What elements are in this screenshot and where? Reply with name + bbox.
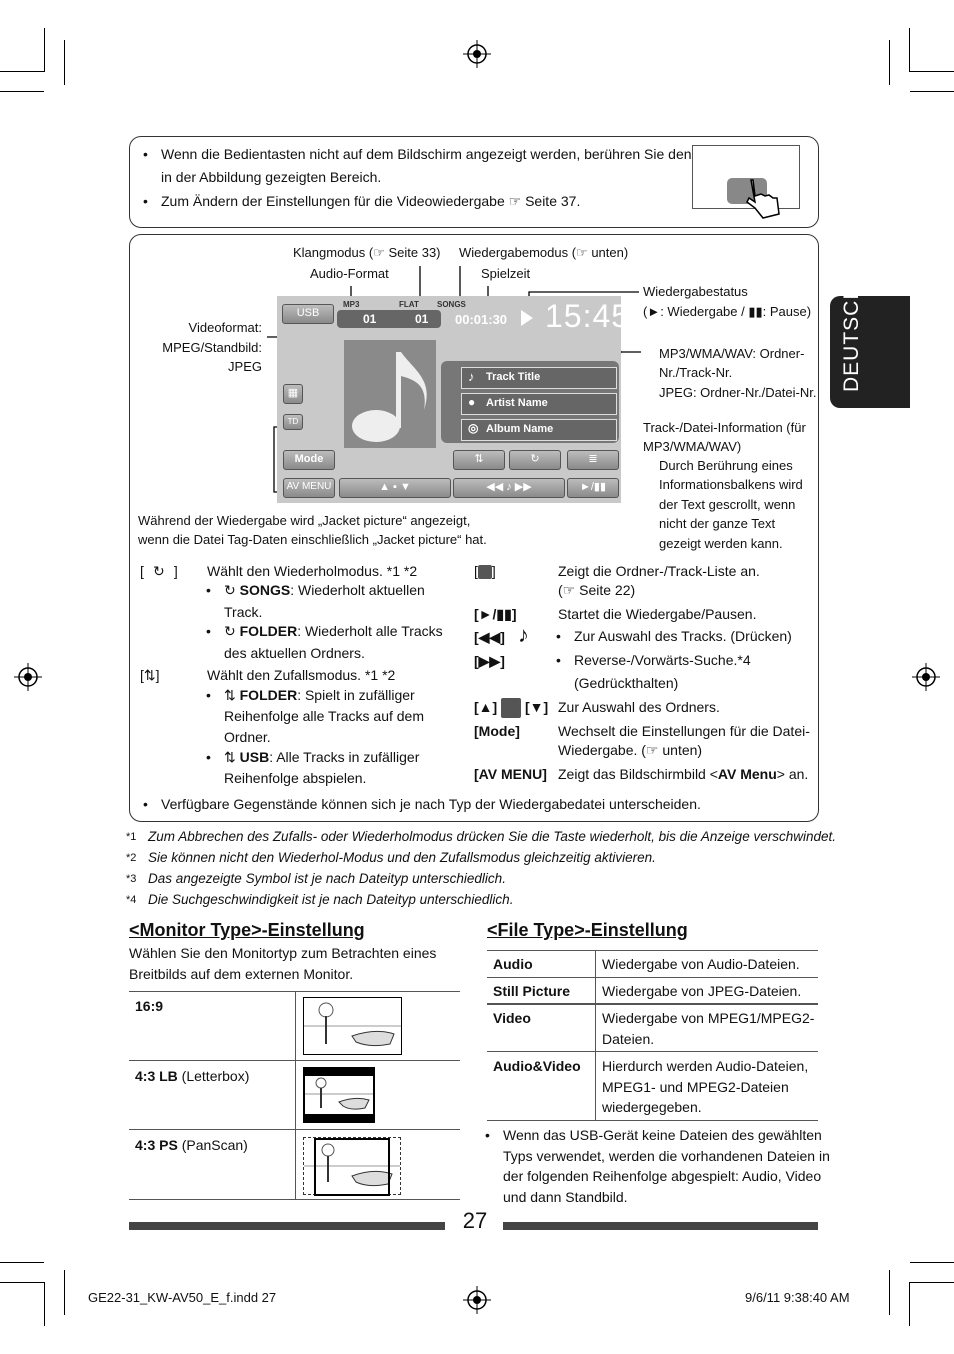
usb-text: : Alle Tracks in zufälliger (269, 749, 420, 765)
equalizer-icon[interactable]: ▦ (283, 384, 303, 404)
crop-mark (0, 91, 44, 92)
table-rule (487, 950, 818, 951)
mode-key: [Mode] (474, 723, 520, 739)
callout-spielzeit: Spielzeit (481, 266, 531, 281)
callout-mp3: MP3/WMA/WAV: Ordner- (659, 346, 805, 361)
track-skip-buttons[interactable]: ◀◀ ♪ ▶▶ (453, 478, 565, 498)
crop-mark (910, 71, 954, 72)
table-rule (487, 1120, 818, 1121)
repeat-key-icon: [ ↻ ] (140, 563, 178, 579)
crop-mark (909, 28, 910, 72)
callout-klangmodus: Klangmodus (☞ Seite 33) (293, 245, 441, 260)
footnote: Zum Abbrechen des Zufalls- oder Wiederholmodus drücken Sie die Taste wiederholt, bis die Anzeige verschwindet. (148, 829, 836, 844)
random-folder (224, 684, 415, 706)
registration-mark-icon (463, 40, 491, 68)
callout-mp3: Nr./Track-Nr. (659, 365, 733, 380)
registration-mark-icon (463, 1286, 491, 1314)
footer-file: GE22-31_KW-AV50_E_f.indd 27 (88, 1290, 277, 1305)
crop-mark (64, 40, 65, 85)
registration-mark-icon (912, 663, 940, 691)
folder-text: : Wiederholt alle Tracks (297, 623, 443, 639)
av-menu-label: AV MENU (286, 481, 332, 492)
filetype-key: Audio (493, 956, 533, 972)
widescreen-illustration (303, 997, 402, 1055)
album-name: Album Name (486, 423, 554, 435)
callout-videoformat: Videoformat: (188, 320, 262, 335)
repeat-desc: Wählt den Wiederholmodus. *1 *2 (207, 563, 418, 579)
callout-jpeg: JPEG: Ordner-Nr./Datei-Nr. (659, 385, 817, 400)
monitor-option-name: 4:3 LB (135, 1068, 178, 1084)
callout-touch: der Text gescrollt, wenn (659, 497, 796, 512)
list-desc: Zeigt die Ordner-/Track-Liste an. (558, 563, 760, 579)
monitor-heading: <Monitor Type>-Einstellung (129, 920, 365, 940)
table-divider (595, 950, 596, 1120)
table-rule (487, 1051, 818, 1052)
avmenu-key-label: AV MENU (478, 766, 543, 782)
list-button[interactable]: ≣ (567, 450, 619, 470)
avmenu-desc-bold: AV Menu (717, 766, 777, 782)
crop-mark (889, 40, 890, 85)
monitor-option (135, 1066, 249, 1086)
folder-text-cont: des aktuellen Ordners. (224, 645, 365, 661)
monitor-intro: Wählen Sie den Monitortyp zum Betrachten eines (129, 945, 437, 961)
info-bullet: • Zum Ändern der Einstellungen für die Videowiedergabe ☞ Seite 37. (161, 190, 580, 212)
callout-jacket: wenn die Datei Tag-Daten einschließlich „Jacket picture“ hat. (138, 532, 487, 547)
mode-label: Mode (294, 453, 324, 465)
random-desc: Wählt den Zufallsmodus. *1 *2 (207, 667, 396, 683)
language-tab-label: DEUTSCH (840, 283, 863, 392)
table-divider (295, 991, 296, 1199)
crop-mark (910, 91, 954, 92)
registration-mark-icon (14, 663, 42, 691)
callout-touch: Informationsbalkens wird (659, 477, 803, 492)
repeat-icon: ↻ (224, 582, 240, 598)
callout-touch: Durch Berührung eines (659, 458, 793, 473)
jacket-picture (344, 340, 436, 448)
folder-number: 01 (363, 312, 377, 326)
disc-icon: ◎ (468, 421, 479, 435)
av-menu-button[interactable] (283, 478, 335, 498)
play-status-icon (519, 308, 535, 328)
filetype-desc: MPEG1- und MPEG2-Dateien (602, 1079, 789, 1095)
mode-desc: Wiedergabe. (☞ unten) (558, 742, 703, 758)
page-number: 27 (462, 1208, 488, 1233)
callout-videoformat: JPEG (228, 359, 262, 374)
repeat-songs (224, 579, 425, 601)
callout-wiedergabemodus: Wiedergabemodus (☞ unten) (459, 245, 629, 260)
music-note-icon: ♪ (518, 622, 529, 647)
callout-touch: nicht der ganze Text (659, 516, 776, 531)
repeat-folder (224, 620, 443, 642)
panscan-illustration (303, 1137, 401, 1195)
prev-desc: • Zur Auswahl des Tracks. (Drücken) (574, 625, 792, 647)
callout-status-detail: (►: Wiedergabe / ▮▮: Pause) (643, 304, 812, 319)
usb-label: USB (296, 307, 320, 319)
page-bar-left (129, 1222, 445, 1230)
usb-label: USB (239, 749, 270, 765)
callout-jacket: Während der Wiedergabe wird „Jacket picture“ angezeigt, (138, 513, 471, 528)
rfolder-text-cont: Ordner. (224, 729, 271, 745)
td-label: TD (287, 417, 299, 426)
track-title: Track Title (486, 371, 541, 383)
filetype-desc: wiedergegeben. (602, 1099, 702, 1115)
play-pause-button[interactable]: ►/▮▮ (567, 478, 619, 498)
crop-mark (0, 1262, 44, 1263)
music-note-icon (344, 340, 436, 448)
filetype-desc: Wiedergabe von Audio-Dateien. (602, 956, 800, 972)
mode-desc: Wechselt die Einstellungen für die Datei- (558, 723, 810, 739)
mode-key-label: Mode (478, 723, 516, 739)
play-mode-badge: SONGS (437, 300, 466, 309)
crop-mark (44, 28, 45, 72)
footnote: Die Suchgeschwindigkeit ist je nach Dateityp unterschiedlich. (148, 892, 514, 907)
callout-status: Wiedergabestatus (643, 284, 748, 299)
rfolder-text-cont: Reihenfolge alle Tracks auf dem (224, 708, 424, 724)
updown-key (474, 697, 548, 718)
monitor-option-detail: (Letterbox) (177, 1068, 250, 1084)
crop-mark (64, 1270, 65, 1315)
monitor-option (135, 1135, 248, 1155)
monitor-option-detail: (PanScan) (177, 1137, 248, 1153)
filetype-key: Video (493, 1010, 531, 1026)
folder-nav-buttons[interactable]: ▲ ▪ ▼ (339, 478, 451, 498)
info-bullet-cont: in der Abbildung gezeigten Bereich. (161, 169, 382, 185)
folder-icon (501, 698, 521, 718)
up-key: [▲] (474, 699, 498, 715)
callout-track-info: Track-/Datei-Information (für (643, 420, 806, 435)
filetype-key: Audio&Video (493, 1058, 581, 1074)
monitor-option (135, 996, 163, 1016)
list-desc: (☞ Seite 22) (558, 582, 636, 598)
random-icon: ⇅ (224, 749, 240, 765)
note-icon: ♪ (468, 369, 475, 384)
footnote-mark: *4 (126, 894, 137, 906)
crop-mark (889, 1270, 890, 1315)
availability-note: • Verfügbare Gegenstände können sich je nach Typ der Wiedergabedatei unterscheiden. (161, 793, 701, 815)
footnote: Sie können nicht den Wiederhol-Modus und den Zufallsmodus gleichzeitig aktivieren. (148, 850, 656, 865)
hand-pointer-icon (743, 176, 793, 221)
usb-text-cont: Reihenfolge abspielen. (224, 770, 367, 786)
list-key-icon: [ ] (474, 563, 496, 579)
avmenu-desc (558, 764, 808, 784)
table-rule (487, 1003, 818, 1005)
monitor-option-name: 4:3 PS (135, 1137, 178, 1153)
filetype-key: Still Picture (493, 983, 571, 999)
updown-desc: Zur Auswahl des Ordners. (558, 699, 720, 715)
footer-date: 9/6/11 9:38:40 AM (745, 1290, 850, 1305)
device-screen (277, 296, 631, 503)
filetype-desc: Dateien. (602, 1031, 655, 1047)
track-number: 01 (415, 312, 429, 326)
monitor-intro: Breitbilds auf dem externen Monitor. (129, 966, 354, 982)
track-title-bar[interactable] (461, 367, 617, 389)
random-key-icon: [⇅] (140, 667, 160, 683)
crop-mark (0, 71, 44, 72)
elapsed-time: 00:01:30 (455, 312, 508, 327)
footnote-mark: *3 (126, 873, 137, 885)
crop-mark (910, 1282, 954, 1283)
next-desc: • Reverse-/Vorwärts-Suche.*4 (574, 649, 751, 671)
avmenu-desc-pre: Zeigt das Bildschirmbild < (558, 766, 718, 782)
language-tab (830, 283, 910, 408)
next-key: [▶▶] (474, 653, 505, 669)
track-info-panel (441, 361, 619, 443)
footnote-mark: *1 (126, 831, 137, 843)
page-bar-right (503, 1222, 818, 1230)
table-rule (129, 1199, 460, 1200)
usb-source-button[interactable] (282, 304, 334, 324)
filetype-desc: Wiedergabe von MPEG1/MPEG2- (602, 1010, 815, 1026)
callout-touch: gezeigt werden kann. (659, 536, 783, 551)
random-usb (224, 746, 419, 768)
album-name-bar[interactable] (461, 419, 617, 441)
footnote-mark: *2 (126, 852, 137, 864)
artist-name-bar[interactable] (461, 393, 617, 415)
table-rule (487, 977, 818, 978)
filetype-desc: Wiedergabe von JPEG-Dateien. (602, 983, 802, 999)
monitor-option-name: 16:9 (135, 998, 164, 1014)
callout-track-info: MP3/WMA/WAV) (643, 439, 742, 454)
footnote: Das angezeigte Symbol ist je nach Dateityp unterschiedlich. (148, 871, 506, 886)
next-desc-cont: (Gedrückthalten) (574, 675, 679, 691)
crop-mark (909, 1282, 910, 1326)
filetype-heading: <File Type>-Einstellung (487, 920, 688, 940)
songs-label: SONGS (239, 582, 291, 598)
avmenu-desc-post: > an. (776, 766, 809, 782)
filetype-note: der folgenden Reihenfolge abgespielt: Audio, Video (503, 1168, 822, 1184)
repeat-icon: ↻ (224, 623, 240, 639)
callout-audio-format: Audio-Format (310, 266, 389, 281)
avmenu-key: [AV MENU] (474, 766, 547, 782)
rfolder-text: : Spielt in zufälliger (297, 687, 415, 703)
folder-track-display (337, 310, 441, 328)
filetype-note: und dann Standbild. (503, 1189, 628, 1205)
crop-mark (44, 1282, 45, 1326)
folder-label: FOLDER (239, 623, 298, 639)
crop-mark (0, 1282, 44, 1283)
filetype-note: Typs verwendet, werden die vorhandenen Dateien in (503, 1148, 830, 1164)
random-button[interactable]: ⇅ (453, 450, 505, 470)
callout-videoformat: MPEG/Standbild: (162, 340, 262, 355)
audio-format-badge: MP3 (343, 300, 360, 309)
down-key: [▼] (524, 699, 549, 715)
play-desc: Startet die Wiedergabe/Pausen. (558, 606, 757, 622)
rfolder-label: FOLDER (239, 687, 298, 703)
songs-text: : Wiederholt aktuellen (290, 582, 425, 598)
songs-text-cont: Track. (224, 604, 263, 620)
mode-button[interactable] (283, 450, 335, 470)
filetype-note: • Wenn das USB-Gerät keine Dateien des gewählten (503, 1124, 822, 1146)
person-icon: ● (468, 395, 476, 409)
touch-illustration (692, 145, 800, 209)
letterbox-illustration (303, 1067, 375, 1123)
clock: 15:45 (545, 298, 631, 334)
filetype-desc: Hierdurch werden Audio-Dateien, (602, 1058, 809, 1074)
play-key: [►/▮▮] (474, 606, 517, 622)
sound-mode-badge: FLAT (399, 300, 419, 309)
artist-name: Artist Name (486, 397, 548, 409)
crop-mark (910, 1262, 954, 1263)
random-icon: ⇅ (224, 687, 240, 703)
repeat-button[interactable]: ↻ (509, 450, 561, 470)
info-bullet: • Wenn die Bedientasten nicht auf dem Bildschirm angezeigt werden, berühren Sie den (161, 143, 692, 165)
td-button[interactable] (283, 414, 303, 430)
prev-key: [◀◀] (474, 629, 505, 645)
